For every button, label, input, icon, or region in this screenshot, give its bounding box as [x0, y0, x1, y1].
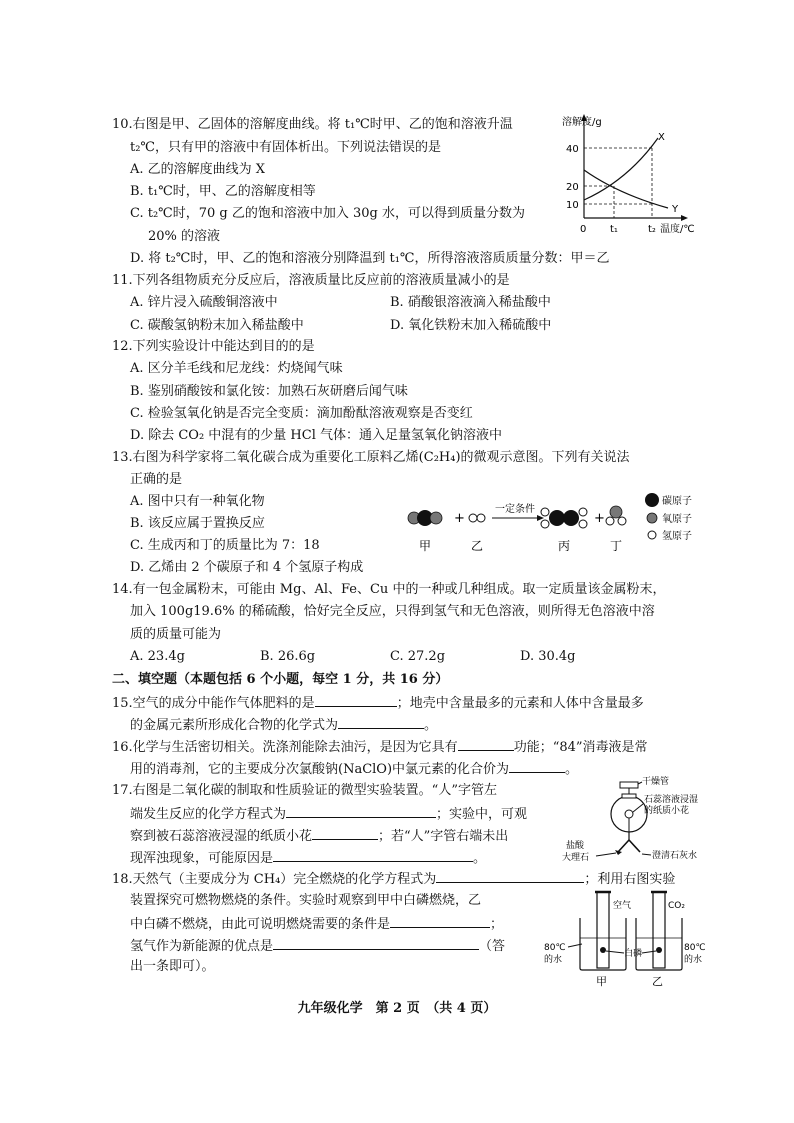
- q18-line1: 18.天然气（主要成分为 CH₄）完全燃烧的化学方程式为 ；利用右图实验: [112, 869, 675, 889]
- q18-line5: 出一条即可）。: [130, 959, 215, 974]
- label-yi: 乙: [471, 539, 484, 553]
- q10-option-b: B. t₁℃时，甲、乙的溶解度相等: [130, 184, 316, 199]
- q18-line4: 氢气作为新能源的优点是 （答: [130, 936, 505, 956]
- label-beaker-yi: 乙: [652, 975, 663, 988]
- q14-line3: 质的质量可能为: [130, 627, 222, 642]
- label-beaker-jia: 甲: [596, 975, 607, 988]
- q13-option-a: A. 图中只有一种氧化物: [130, 494, 265, 509]
- q14-option-d: D. 30.4g: [520, 649, 576, 664]
- reaction-diagram: [398, 490, 698, 570]
- legend-carbon: 碳原子: [662, 496, 692, 507]
- q18-line3: 中白磷不燃烧，由此可说明燃烧需要的条件是 ；: [130, 914, 503, 934]
- label-water-right-2: 的水: [684, 955, 703, 965]
- label-flower-1: 石蕊溶液浸湿: [644, 795, 699, 805]
- q12-option-d: D. 除去 CO₂ 中混有的少量 HCl 气体：通入足量氢氧化钠溶液中: [130, 428, 503, 443]
- q16-blank-1[interactable]: [458, 737, 514, 751]
- graph-xlabel: 温度/℃: [660, 224, 695, 235]
- page-footer: 九年级化学 第 2 页 （共 4 页）: [297, 1001, 497, 1016]
- q10-option-c-line1: C. t₂℃时，70 g 乙的饱和溶液中加入 30g 水，可以得到质量分数为: [130, 206, 525, 221]
- graph-origin: 0: [580, 224, 587, 235]
- q14-option-b: B. 26.6g: [260, 649, 316, 664]
- q13-line2: 正确的是: [130, 472, 183, 487]
- q14-line2: 加入 100g19.6% 的稀硫酸，恰好完全反应，只得到氢气和无色溶液，则所得无色溶液中溶: [130, 604, 655, 619]
- label-co2: CO₂: [668, 901, 685, 911]
- q17-line2: 端发生反应的化学方程式为 ；实验中，可观: [130, 804, 527, 824]
- q11-option-d: D. 氧化铁粉末加入稀硫酸中: [390, 318, 552, 333]
- q10-option-a: A. 乙的溶解度曲线为 X: [130, 162, 266, 177]
- q18-line2: 装置探究可燃物燃烧的条件。实验时观察到甲中白磷燃烧，乙: [130, 893, 482, 908]
- label-white-phosphorus: 白磷: [624, 949, 643, 959]
- co2-apparatus: [560, 776, 710, 862]
- q18-blank-3[interactable]: [273, 936, 479, 950]
- label-dry-tube: 干燥管: [642, 777, 670, 787]
- q12-option-c: C. 检验氢氧化钠是否完全变质：滴加酚酞溶液观察是否变红: [130, 406, 473, 421]
- q18-blank-1[interactable]: [436, 869, 584, 883]
- q11-option-c: C. 碳酸氢钠粉末加入稀盐酸中: [130, 318, 304, 333]
- q12-stem: 12.下列实验设计中能达到目的的是: [112, 339, 315, 354]
- plus-1: +: [454, 511, 465, 526]
- q15-blank-1[interactable]: [315, 693, 397, 707]
- q13-option-d: D. 乙烯由 2 个碳原子和 4 个氢原子构成: [130, 560, 364, 575]
- label-marble: 大理石: [562, 853, 590, 862]
- q10-line1: 10.右图是甲、乙固体的溶解度曲线。将 t₁℃时甲、乙的饱和溶液升温: [112, 117, 513, 132]
- label-limewater: 澄清石灰水: [652, 851, 698, 861]
- q16-line1: 16.化学与生活密切相关。洗涤剂能除去油污，是因为它具有 功能；“84”消毒液是常: [112, 737, 648, 757]
- section-fill-blank-heading: 二、填空题（本题包括 6 个小题，每空 1 分，共 16 分）: [112, 672, 449, 687]
- q13-option-c: C. 生成丙和丁的质量比为 7：18: [130, 538, 320, 553]
- q15-blank-2[interactable]: [338, 715, 424, 729]
- graph-tick-t1: t₁: [610, 224, 618, 235]
- q11-stem: 11.下列各组物质充分反应后，溶液质量比反应前的溶液质量减小的是: [112, 273, 510, 288]
- label-bing: 丙: [558, 539, 571, 553]
- q16-line2: 用的消毒剂，它的主要成分次氯酸钠(NaClO)中氯元素的化合价为 。: [130, 759, 578, 779]
- curve-y-label: Y: [672, 204, 679, 215]
- q17-line3: 察到被石蕊溶液浸湿的纸质小花 ；若“人”字管右端未出: [130, 826, 508, 846]
- q14-option-c: C. 27.2g: [390, 649, 446, 664]
- q12-option-b: B. 鉴别硝酸铵和氯化铵：加熟石灰研磨后闻气味: [130, 384, 408, 399]
- q17-blank-1[interactable]: [286, 804, 436, 818]
- q11-option-b: B. 硝酸银溶液滴入稀盐酸中: [390, 295, 551, 310]
- q13-option-b: B. 该反应属于置换反应: [130, 516, 265, 531]
- label-water-left-2: 的水: [544, 955, 563, 965]
- q14-line1: 14.有一包金属粉末，可能由 Mg、Al、Fe、Cu 中的一种或几种组成。取一定质量该金属粉末，: [112, 582, 666, 597]
- q16-blank-2[interactable]: [509, 759, 565, 773]
- label-jia: 甲: [419, 539, 432, 553]
- q17-line4: 现浑浊现象，可能原因是 。: [130, 848, 486, 868]
- label-hcl: 盐酸: [566, 841, 585, 851]
- plus-2: +: [594, 511, 605, 526]
- q17-line1: 17.右图是二氧化碳的制取和性质验证的微型实验装置。“人”字管左: [112, 783, 497, 798]
- q15-line1: 15.空气的成分中能作气体肥料的是 ；地壳中含量最多的元素和人体中含量最多: [112, 693, 644, 713]
- label-ding: 丁: [610, 539, 623, 553]
- solubility-graph: [558, 108, 708, 240]
- q17-blank-2[interactable]: [312, 826, 378, 840]
- graph-ylabel: 溶解度/g: [562, 117, 602, 128]
- q13-line1: 13.右图为科学家将二氧化碳合成为重要化工原料乙烯(C₂H₄)的微观示意图。下列有关说法: [112, 450, 630, 465]
- q10-line2: t₂℃，只有甲的溶液中有固体析出。下列说法错误的是: [130, 140, 441, 155]
- graph-tick-10: 10: [566, 200, 579, 211]
- q14-option-a: A. 23.4g: [130, 649, 185, 664]
- label-air: 空气: [613, 901, 632, 911]
- q18-blank-2[interactable]: [390, 914, 490, 928]
- label-water-right-1: 80℃: [684, 943, 706, 953]
- q12-option-a: A. 区分羊毛线和尼龙线：灼烧闻气味: [130, 361, 343, 376]
- q10-option-d: D. 将 t₂℃时，甲、乙的饱和溶液分别降温到 t₁℃，所得溶液溶质质量分数：甲＝乙: [130, 251, 610, 266]
- q10-option-c-line2: 20% 的溶液: [148, 229, 221, 244]
- graph-tick-40: 40: [566, 144, 579, 155]
- curve-x-label: X: [658, 132, 665, 143]
- label-flower-2: 的纸质小花: [644, 806, 690, 816]
- combustion-apparatus: [538, 884, 708, 988]
- reaction-condition: 一定条件: [495, 504, 535, 515]
- graph-tick-t2: t₂: [648, 224, 656, 235]
- legend-oxygen: 氧原子: [662, 514, 692, 525]
- label-water-left-1: 80℃: [544, 943, 566, 953]
- graph-tick-20: 20: [566, 182, 579, 193]
- q11-option-a: A. 锌片浸入硫酸铜溶液中: [130, 295, 278, 310]
- q15-line2: 的金属元素所形成化合物的化学式为 。: [130, 715, 437, 735]
- legend-hydrogen: 氢原子: [662, 531, 692, 542]
- q17-blank-3[interactable]: [273, 848, 473, 862]
